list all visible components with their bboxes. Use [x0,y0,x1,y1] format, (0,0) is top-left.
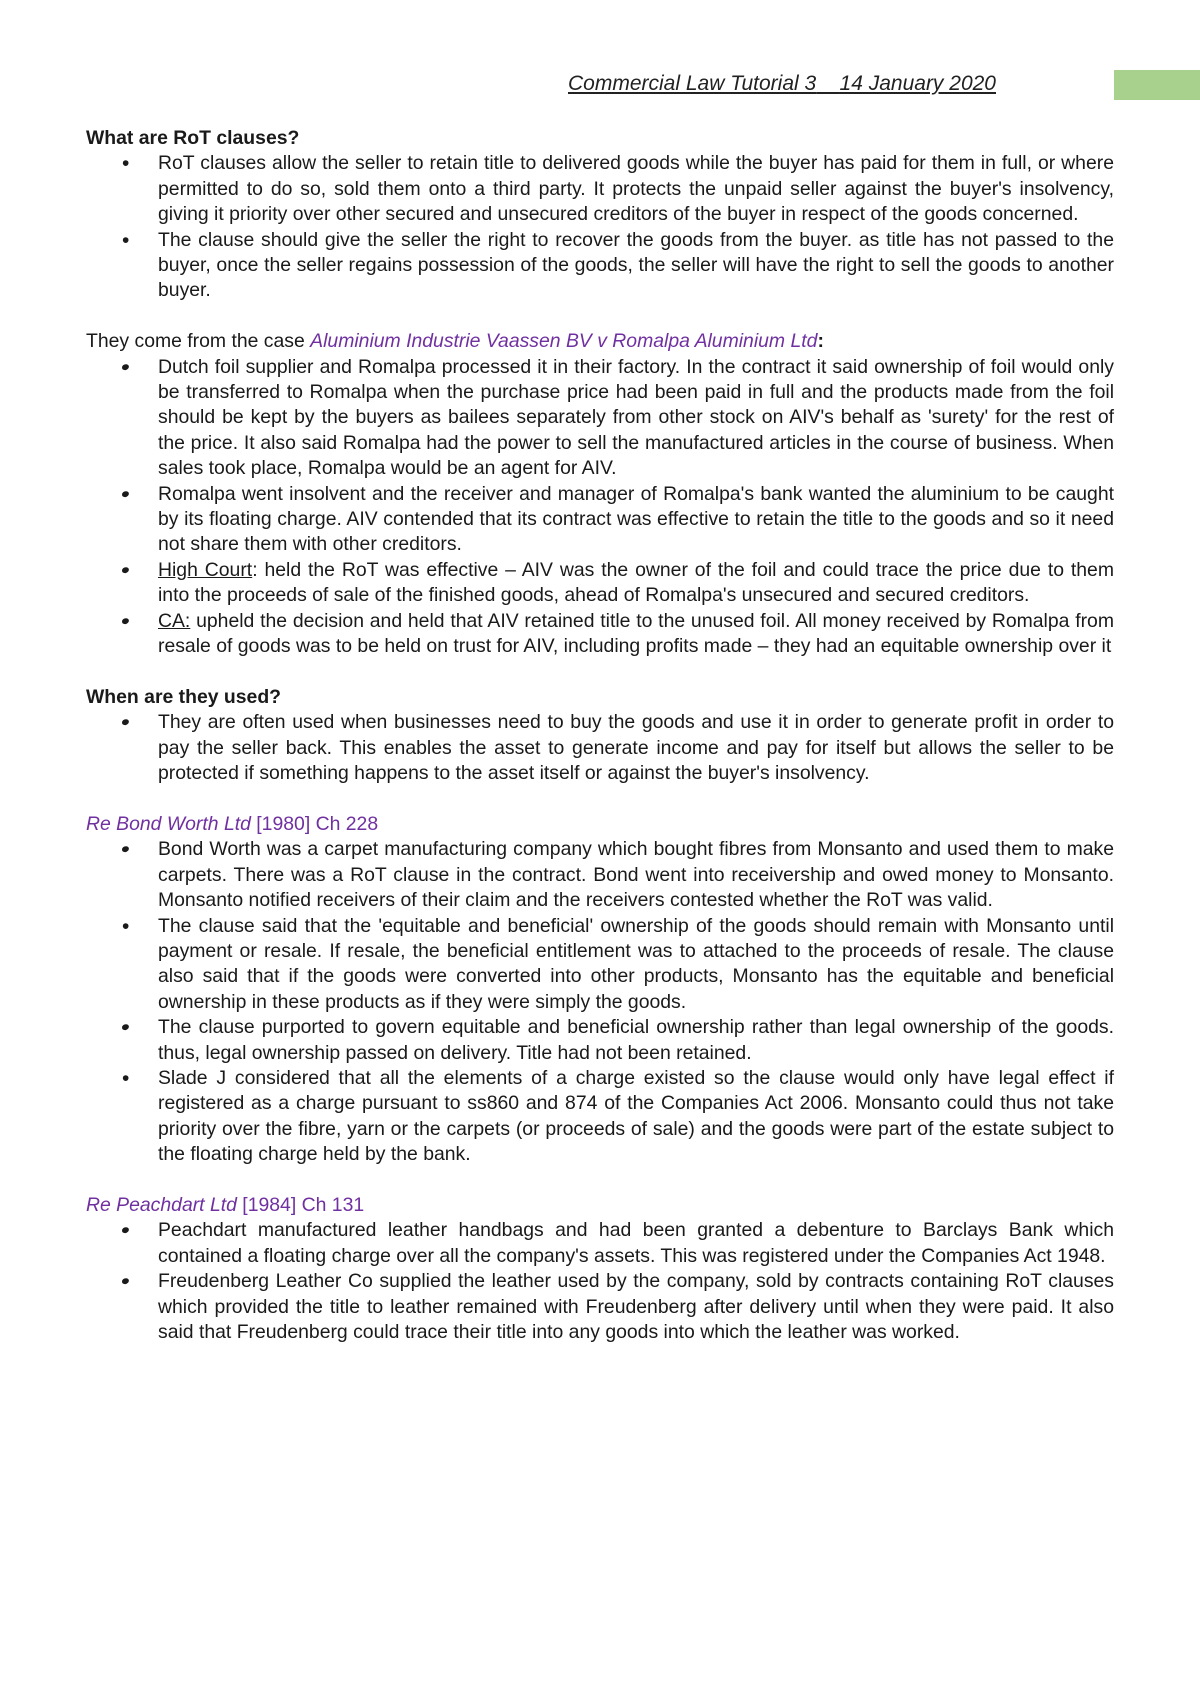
bond-worth-heading [86,812,1114,837]
peachdart-citation: [1984] Ch 131 [236,1194,365,1216]
bond-worth-citation: [1980] Ch 228 [250,812,379,835]
bond-worth-list [86,837,1114,1167]
list-item [86,609,1114,660]
romalpa-intro [86,329,1114,354]
peachdart-heading [86,1193,1114,1218]
list-item: • Dutch foil supplier and Romalpa processed it in their factory. In the contract it said ownership of foil would only be transferred to Romalpa when the purchase price had been paid in full and the products made from the foil should be kept by the buyers as bailees separately from other stock on AIV's behalf as 'surety' for the rest of the price. It also said Romalpa had the power to sell the manufactured articles in the course of business. When sales took place, Romalpa would be an agent for AIV. [86,355,1114,482]
list-item: • The clause said that the 'equitable and beneficial' ownership of the goods should remain with Monsanto until payment or resale. If resale, the beneficial entitlement was to attached to the proceeds of resale. The clause also said that if the goods were converted into other products, Monsanto has the equitable and beneficial ownership in these products as if they were simply the goods. [86,914,1114,1016]
spacer [86,1168,1114,1193]
romalpa-intro-colon: : [817,330,824,353]
romalpa-list [86,355,1114,660]
list-item: • Slade J considered that all the elements of a charge existed so the clause would only have legal effect if registered as a charge pursuant to ss860 and 874 of the Companies Act 2006. Monsanto could thus not take priority over the fibre, yarn or the carpets (or proceeds of sale) and the goods were part of the estate subject to the floating charge held by the bank. [86,1066,1114,1168]
header-date: 14 January 2020 [839,72,996,95]
usage-list [86,710,1114,786]
ca-label: CA: [158,609,191,632]
list-item [86,558,1114,609]
document-body [86,126,1114,1345]
case-name-peachdart: Re Peachdart Ltd [86,1194,237,1216]
list-item: • They are often used when businesses need to buy the goods and use it in order to generate profit in order to pay the seller back. This enables the asset to generate income and pay for itself but allows the seller to be protected if something happens to the asset itself or against the buyer's insolvency. [86,710,1114,786]
list-item: • Bond Worth was a carpet manufacturing company which bought fibres from Monsanto and used them to make carpets. There was a RoT clause in the contract. Bond went into receivership and owed money to Monsanto. Monsanto notified receivers of their claim and the receivers contested whether the RoT was valid. [86,837,1114,913]
heading-rot-clauses: What are RoT clauses? [86,127,300,149]
list-item: • RoT clauses allow the seller to retain title to delivered goods while the buyer has paid for them in full, or where permitted to do so, sold them onto a third party. It protects the unpaid seller against the buyer's insolvency, giving it priority over other secured and unsecured creditors of the buyer in respect of the goods concerned. [86,151,1114,227]
list-item: • The clause purported to govern equitable and beneficial ownership rather than legal ownership of the goods. thus, legal ownership passed on delivery. Title had not been retained. [86,1015,1114,1066]
rot-list [86,151,1114,303]
page-header [568,72,996,96]
list-item: • The clause should give the seller the right to recover the goods from the buyer. as title has not passed to the buyer, once the seller regains possession of the goods, the seller will have the right to sell the goods to another buyer. [86,228,1114,304]
case-name-bond-worth: Re Bond Worth Ltd [86,812,251,835]
header-title: Commercial Law Tutorial 3 [568,72,817,95]
ca-text: upheld the decision and held that AIV retained title to the unused foil. All money received by Romalpa from resale of goods was to be held on trust for AIV, including profits made – they had an equitable ownership over it [158,609,1114,658]
list-item: • Romalpa went insolvent and the receiver and manager of Romalpa's bank wanted the aluminium to be caught by its floating charge. AIV contended that its contract was effective to retain the title to the goods and so it need not share them with other creditors. [86,482,1114,558]
spacer [86,660,1114,685]
heading-when-used: When are they used? [86,685,282,708]
green-margin-tab [1114,70,1200,100]
high-court-label: High Court [158,558,253,581]
spacer [86,304,1114,329]
high-court-text: : held the RoT was effective – AIV was the owner of the foil and could trace the price due to them into the proceeds of sale of the finished goods, ahead of Romalpa's unsecured and secured creditors. [158,558,1114,607]
spacer [86,787,1114,812]
romalpa-intro-text: They come from the case [86,330,311,353]
case-name-romalpa: Aluminium Industrie Vaassen BV v Romalpa Aluminium Ltd [310,330,818,353]
list-item: • Freudenberg Leather Co supplied the leather used by the company, sold by contracts containing RoT clauses which provided the title to leather remained with Freudenberg after delivery until when they were paid. It also said that Freudenberg could trace their title into any goods into which the leather was worked. [86,1269,1114,1345]
peachdart-list [86,1218,1114,1345]
list-item: • Peachdart manufactured leather handbags and had been granted a debenture to Barclays Bank which contained a floating charge over all the company's assets. This was registered under the Companies Act 1948. [86,1218,1114,1269]
